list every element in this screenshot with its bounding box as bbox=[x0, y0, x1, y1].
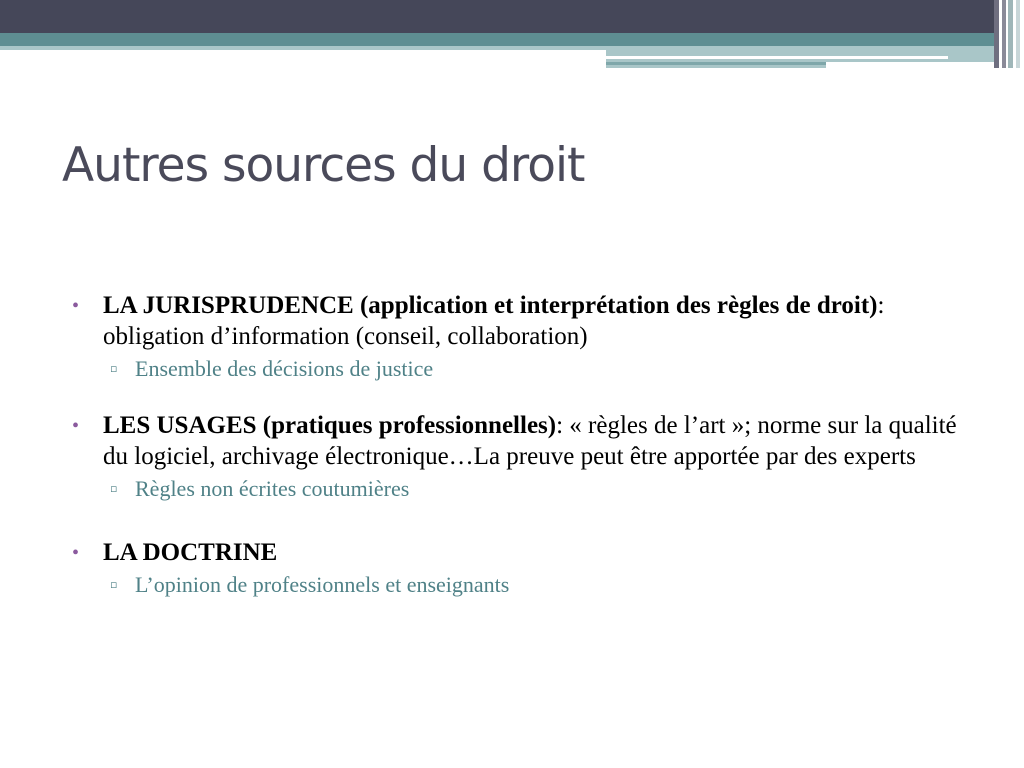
bullet-heading: LA DOCTRINE bbox=[103, 539, 278, 566]
bullet-item-usages bbox=[72, 410, 972, 472]
sub-bullet-text: Ensemble des décisions de justice bbox=[135, 356, 434, 381]
sub-bullet-doctrine bbox=[72, 570, 972, 600]
sub-bullet-marker: ▫ bbox=[110, 578, 118, 591]
bullet-list bbox=[72, 290, 972, 600]
sub-bullet-marker: ▫ bbox=[110, 362, 118, 375]
bullet-item-doctrine bbox=[72, 537, 972, 568]
header-line-white bbox=[606, 56, 948, 59]
bullet-text: : « règles de l’art »; norme sur la qualité du logiciel, archivage électronique…La preuve peut être apportée par des experts bbox=[103, 412, 957, 470]
sub-bullet-text: L’opinion de professionnels et enseignants bbox=[135, 572, 510, 597]
slide-title: Autres sources du droit bbox=[62, 138, 585, 193]
bullet-marker: • bbox=[72, 415, 80, 437]
header-line-teal bbox=[606, 62, 826, 65]
bullet-heading: LA JURISPRUDENCE (application et interprétation des règles de droit) bbox=[103, 292, 878, 319]
sub-bullet-text: Règles non écrites coutumières bbox=[135, 476, 410, 501]
sub-bullet-usages bbox=[72, 474, 972, 504]
header-stripes bbox=[994, 0, 1024, 68]
header-band-teal bbox=[0, 33, 1024, 46]
bullet-item-jurisprudence bbox=[72, 290, 972, 352]
sub-bullet-marker: ▫ bbox=[110, 482, 118, 495]
bullet-marker: • bbox=[72, 295, 80, 317]
sub-bullet-jurisprudence bbox=[72, 354, 972, 384]
bullet-text: : obligation d’information (conseil, collaboration) bbox=[103, 292, 885, 350]
bullet-marker: • bbox=[72, 542, 80, 564]
header-band-dark bbox=[0, 0, 1024, 33]
bullet-heading: LES USAGES (pratiques professionnelles) bbox=[103, 412, 557, 439]
header-band-light bbox=[0, 46, 606, 50]
